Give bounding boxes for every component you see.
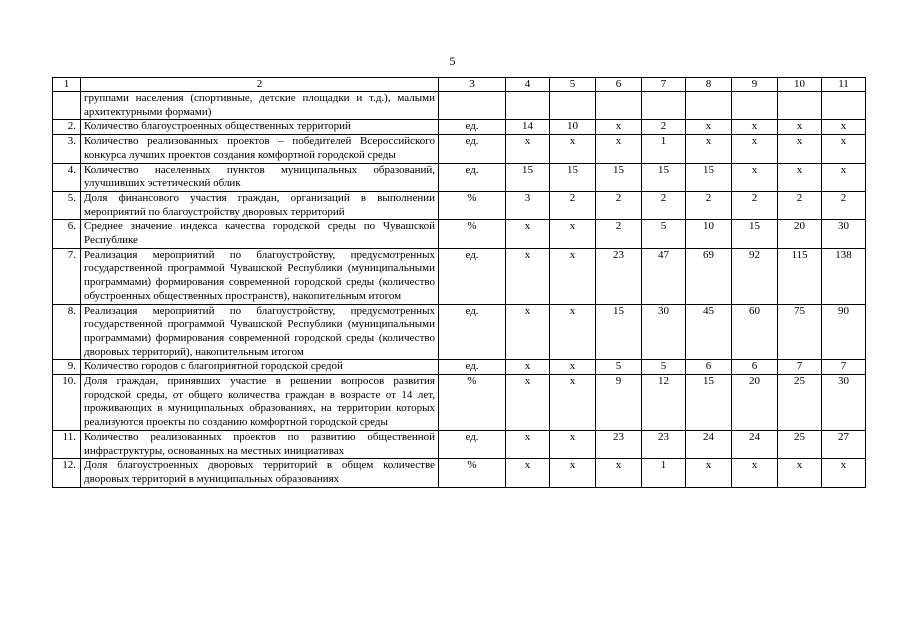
value-cell: 45 [686,304,732,360]
unit-cell: ед. [439,163,506,191]
column-number-cell: 4 [506,78,550,92]
table-row [53,304,866,360]
value-cell: 15 [686,375,732,431]
row-number-cell: 9. [53,360,81,375]
value-cell: 7 [778,360,822,375]
indicators-table [52,77,866,488]
indicator-name-cell: Доля граждан, принявших участие в решении вопросов развития городской среды, от общего количества граждан в возрасте от 14 лет, проживающих в муниципальных образованиях, на территории которых реализуются проекты по созданию комфортной городской среды [81,375,439,431]
value-cell: 2 [822,191,866,219]
value-cell: x [822,459,866,487]
row-number-cell: 3. [53,135,81,163]
value-cell: x [822,120,866,135]
indicator-name-cell: Количество городов с благоприятной городской средой [81,360,439,375]
value-cell: 5 [596,360,642,375]
indicator-name-cell: Доля благоустроенных дворовых территорий в общем количестве дворовых территорий в муниципальных образованиях [81,459,439,487]
value-cell: 30 [822,375,866,431]
value-cell: 2 [642,191,686,219]
value-cell [778,92,822,120]
value-cell: x [686,120,732,135]
table-row [53,375,866,431]
value-cell: x [506,430,550,458]
value-cell: x [732,120,778,135]
value-cell: x [550,375,596,431]
column-number-cell: 1 [53,78,81,92]
value-cell: 90 [822,304,866,360]
row-number-cell: 11. [53,430,81,458]
column-number-cell: 11 [822,78,866,92]
unit-cell: ед. [439,360,506,375]
indicator-name-cell: Среднее значение индекса качества городской среды по Чувашской Республике [81,220,439,248]
value-cell: 15 [732,220,778,248]
value-cell: x [550,360,596,375]
value-cell: 25 [778,430,822,458]
table-row [53,220,866,248]
value-cell: 2 [550,191,596,219]
value-cell: 27 [822,430,866,458]
value-cell: 47 [642,248,686,304]
unit-cell: % [439,459,506,487]
column-number-cell: 3 [439,78,506,92]
table-row [53,191,866,219]
value-cell: x [822,135,866,163]
value-cell: 15 [596,304,642,360]
indicator-name-cell: Количество реализованных проектов – победителей Всероссийского конкурса лучших проектов создания комфортной городской среды [81,135,439,163]
value-cell: x [506,135,550,163]
unit-cell: ед. [439,120,506,135]
unit-cell: % [439,191,506,219]
value-cell: 10 [686,220,732,248]
table-row [53,430,866,458]
value-cell: x [550,430,596,458]
value-cell: x [732,459,778,487]
value-cell: 12 [642,375,686,431]
value-cell: x [822,163,866,191]
unit-cell: % [439,375,506,431]
column-number-row [53,78,866,92]
row-number-cell: 10. [53,375,81,431]
value-cell [732,92,778,120]
value-cell: 5 [642,360,686,375]
value-cell: x [778,163,822,191]
value-cell: 2 [732,191,778,219]
column-number-cell: 6 [596,78,642,92]
value-cell: 7 [822,360,866,375]
row-number-cell [53,92,81,120]
value-cell: 1 [642,135,686,163]
unit-cell: ед. [439,135,506,163]
row-number-cell: 5. [53,191,81,219]
value-cell: x [506,248,550,304]
value-cell: 2 [778,191,822,219]
value-cell: 30 [642,304,686,360]
unit-cell [439,92,506,120]
value-cell: x [506,360,550,375]
indicator-name-cell: Количество населенных пунктов муниципальных образований, улучшивших эстетический облик [81,163,439,191]
value-cell: 5 [642,220,686,248]
value-cell: 14 [506,120,550,135]
value-cell: 23 [596,430,642,458]
row-number-cell: 8. [53,304,81,360]
value-cell: x [550,459,596,487]
value-cell: 20 [778,220,822,248]
value-cell: 15 [506,163,550,191]
indicator-name-cell: Реализация мероприятий по благоустройству, предусмотренных государственной программой Чувашской Республики (муниципальными программами) формирования современной городской среды (количество дворовых территорий), накопительным итогом [81,304,439,360]
row-number-cell: 7. [53,248,81,304]
column-number-cell: 10 [778,78,822,92]
row-number-cell: 2. [53,120,81,135]
table-row [53,248,866,304]
value-cell: 115 [778,248,822,304]
value-cell: 6 [686,360,732,375]
table-row [53,360,866,375]
value-cell: 24 [686,430,732,458]
value-cell: 2 [596,220,642,248]
value-cell: 1 [642,459,686,487]
unit-cell: ед. [439,304,506,360]
value-cell: x [506,220,550,248]
indicator-name-cell: Реализация мероприятий по благоустройству, предусмотренных государственной программой Чувашской Республики (муниципальными программами) формирования современной городской среды (количество обустроенных общественных пространств), накопительным итогом [81,248,439,304]
indicator-name-cell: Количество благоустроенных общественных территорий [81,120,439,135]
unit-cell: ед. [439,248,506,304]
unit-cell: % [439,220,506,248]
value-cell: x [732,163,778,191]
row-number-cell: 12. [53,459,81,487]
value-cell: 75 [778,304,822,360]
column-number-cell: 2 [81,78,439,92]
value-cell: 23 [642,430,686,458]
value-cell: x [596,459,642,487]
value-cell: 138 [822,248,866,304]
value-cell: 6 [732,360,778,375]
value-cell: 15 [642,163,686,191]
table-row [53,135,866,163]
value-cell: x [550,220,596,248]
page-number: 5 [449,54,456,68]
value-cell [506,92,550,120]
value-cell: x [778,120,822,135]
value-cell: 24 [732,430,778,458]
value-cell: 60 [732,304,778,360]
table-row [53,163,866,191]
value-cell: x [686,135,732,163]
value-cell: 15 [550,163,596,191]
value-cell: 69 [686,248,732,304]
value-cell [642,92,686,120]
value-cell: 10 [550,120,596,135]
value-cell: x [506,304,550,360]
unit-cell: ед. [439,430,506,458]
value-cell: x [596,120,642,135]
value-cell: 23 [596,248,642,304]
row-number-cell: 6. [53,220,81,248]
value-cell [686,92,732,120]
value-cell: 2 [686,191,732,219]
column-number-cell: 8 [686,78,732,92]
indicator-name-cell: группами населения (спортивные, детские площадки и т.д.), малыми архитектурными формами) [81,92,439,120]
value-cell: x [550,304,596,360]
value-cell: 3 [506,191,550,219]
value-cell: 15 [596,163,642,191]
column-number-cell: 9 [732,78,778,92]
value-cell: x [506,459,550,487]
indicator-name-cell: Количество реализованных проектов по развитию общественной инфраструктуры, основанных на местных инициативах [81,430,439,458]
value-cell: x [778,135,822,163]
value-cell: 92 [732,248,778,304]
value-cell: x [550,135,596,163]
value-cell: x [550,248,596,304]
row-number-cell: 4. [53,163,81,191]
value-cell [822,92,866,120]
table-row [53,459,866,487]
value-cell: 2 [596,191,642,219]
column-number-cell: 5 [550,78,596,92]
value-cell [550,92,596,120]
value-cell: 30 [822,220,866,248]
column-number-cell: 7 [642,78,686,92]
value-cell: 9 [596,375,642,431]
value-cell: 15 [686,163,732,191]
value-cell: x [686,459,732,487]
value-cell: x [506,375,550,431]
value-cell: x [596,135,642,163]
table-row [53,120,866,135]
table-row [53,92,866,120]
value-cell: 25 [778,375,822,431]
value-cell [596,92,642,120]
value-cell: 20 [732,375,778,431]
indicator-name-cell: Доля финансового участия граждан, организаций в выполнении мероприятий по благоустройству дворовых территорий [81,191,439,219]
value-cell: x [732,135,778,163]
value-cell: x [778,459,822,487]
value-cell: 2 [642,120,686,135]
